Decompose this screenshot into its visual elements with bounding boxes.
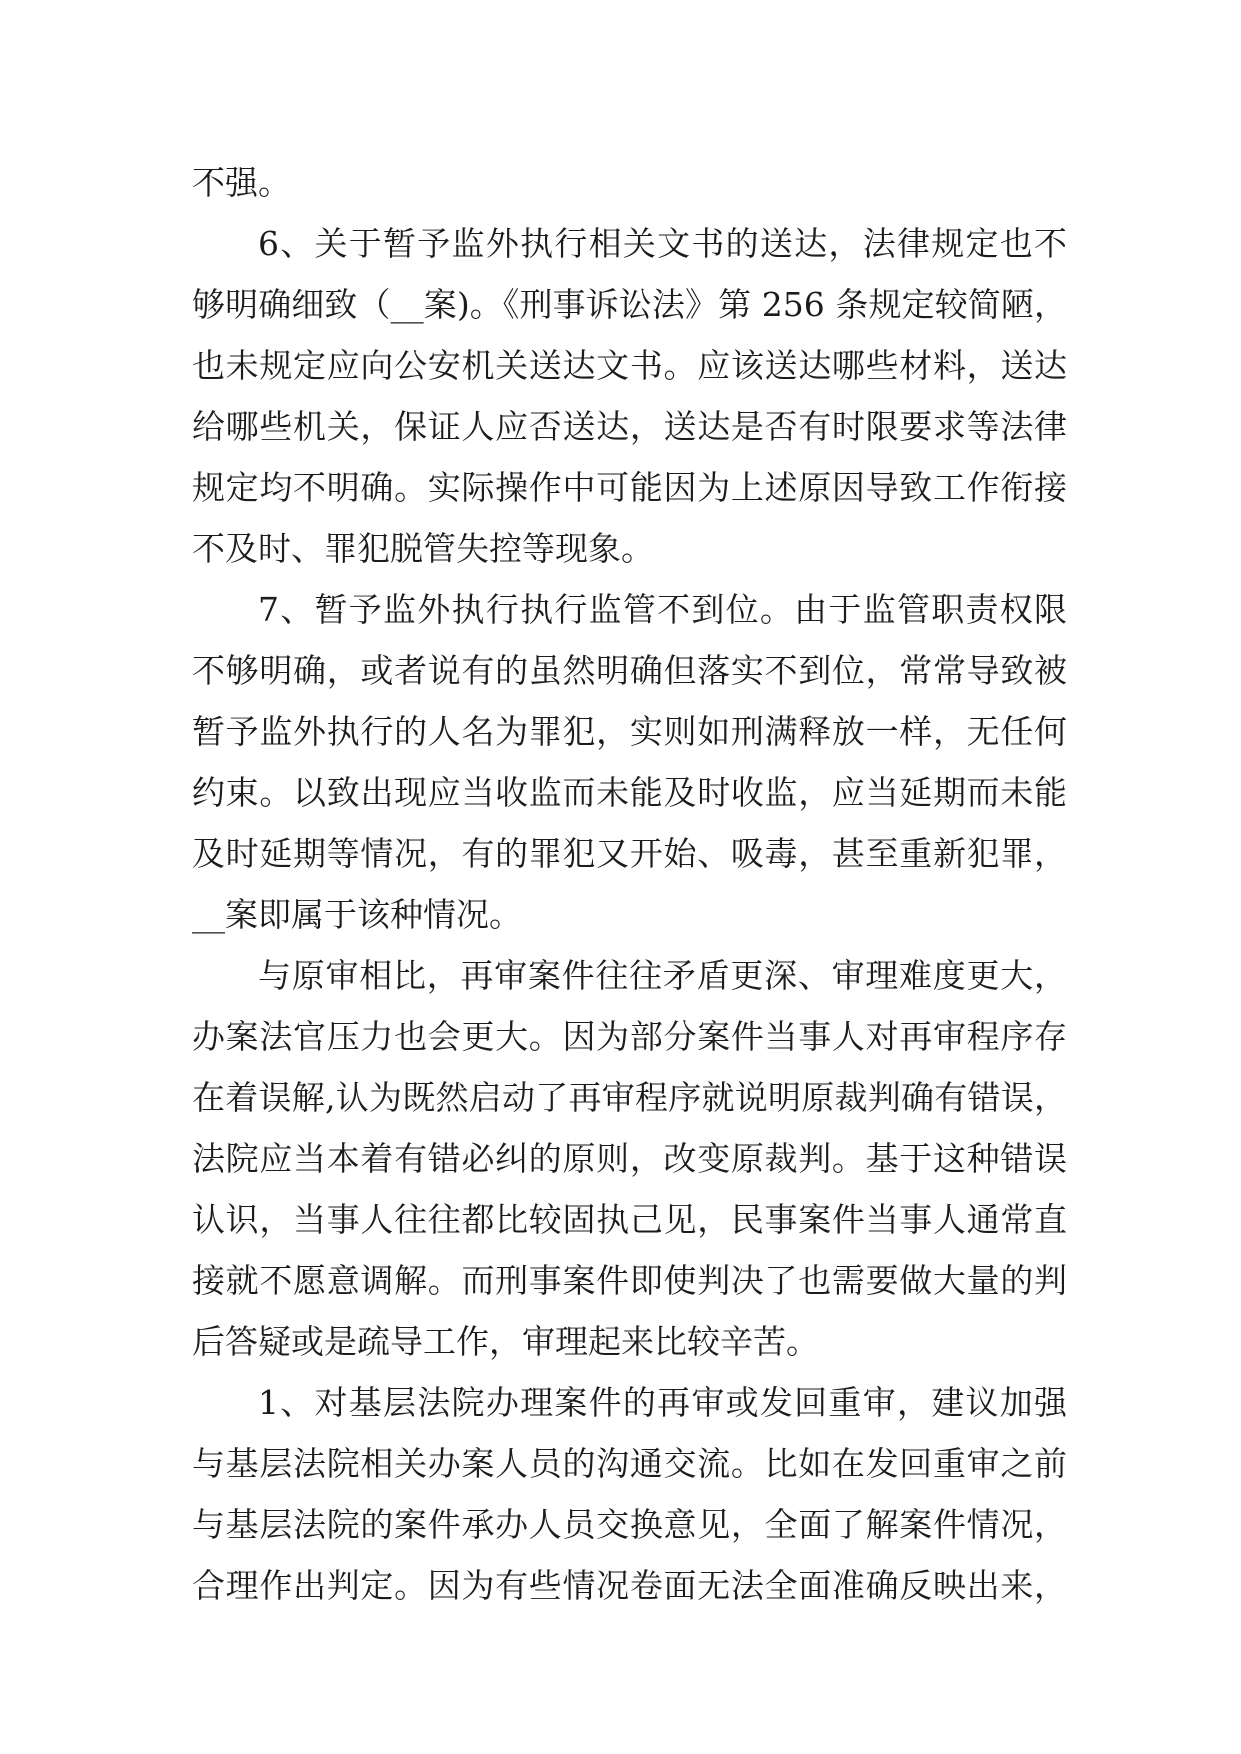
text-line: 与基层法院相关办案人员的沟通交流。比如在发回重审之前 — [192, 1444, 1067, 1483]
text-line: 后答疑或是疏导工作，审理起来比较辛苦。 — [192, 1322, 819, 1361]
text-line: 不够明确，或者说有的虽然明确但落实不到位，常常导致被 — [192, 651, 1067, 690]
text-line: 及时延期等情况，有的罪犯又开始、吸毒，甚至重新犯罪， — [192, 834, 1067, 873]
text-line: 与基层法院的案件承办人员交换意见，全面了解案件情况， — [192, 1505, 1067, 1544]
text-line: 办案法官压力也会更大。因为部分案件当事人对再审程序存 — [192, 1017, 1067, 1056]
text-line: 接就不愿意调解。而刑事案件即使判决了也需要做大量的判 — [192, 1261, 1067, 1300]
text-line: 也未规定应向公安机关送达文书。应该送达哪些材料，送达 — [192, 346, 1067, 385]
text-line: 与原审相比，再审案件往往矛盾更深、审理难度更大， — [258, 956, 1067, 995]
text-line: 暂予监外执行的人名为罪犯，实则如刑满释放一样，无任何 — [192, 712, 1067, 751]
text-line: 不及时、罪犯脱管失控等现象。 — [192, 529, 654, 568]
text-line: 够明确细致（__案)。《刑事诉讼法》第 256 条规定较简陋， — [192, 285, 1067, 324]
text-line: 约束。以致出现应当收监而未能及时收监，应当延期而未能 — [192, 773, 1067, 812]
text-line: 法院应当本着有错必纠的原则，改变原裁判。基于这种错误 — [192, 1139, 1067, 1178]
text-line: 不强。 — [192, 163, 291, 202]
text-line: 7、暂予监外执行执行监管不到位。由于监管职责权限 — [258, 590, 1067, 629]
text-line: 1、对基层法院办理案件的再审或发回重审，建议加强 — [258, 1383, 1067, 1422]
text-line: 认识，当事人往往都比较固执己见，民事案件当事人通常直 — [192, 1200, 1067, 1239]
text-line: 给哪些机关，保证人应否送达，送达是否有时限要求等法律 — [192, 407, 1067, 446]
document-body — [192, 152, 1067, 1616]
text-line: 规定均不明确。实际操作中可能因为上述原因导致工作衔接 — [192, 468, 1067, 507]
text-line: 在着误解,认为既然启动了再审程序就说明原裁判确有错误， — [192, 1078, 1067, 1117]
text-line: 合理作出判定。因为有些情况卷面无法全面准确反映出来， — [192, 1566, 1067, 1605]
text-line: 6、关于暂予监外执行相关文书的送达，法律规定也不 — [258, 224, 1067, 263]
text-line: __案即属于该种情况。 — [192, 895, 522, 934]
